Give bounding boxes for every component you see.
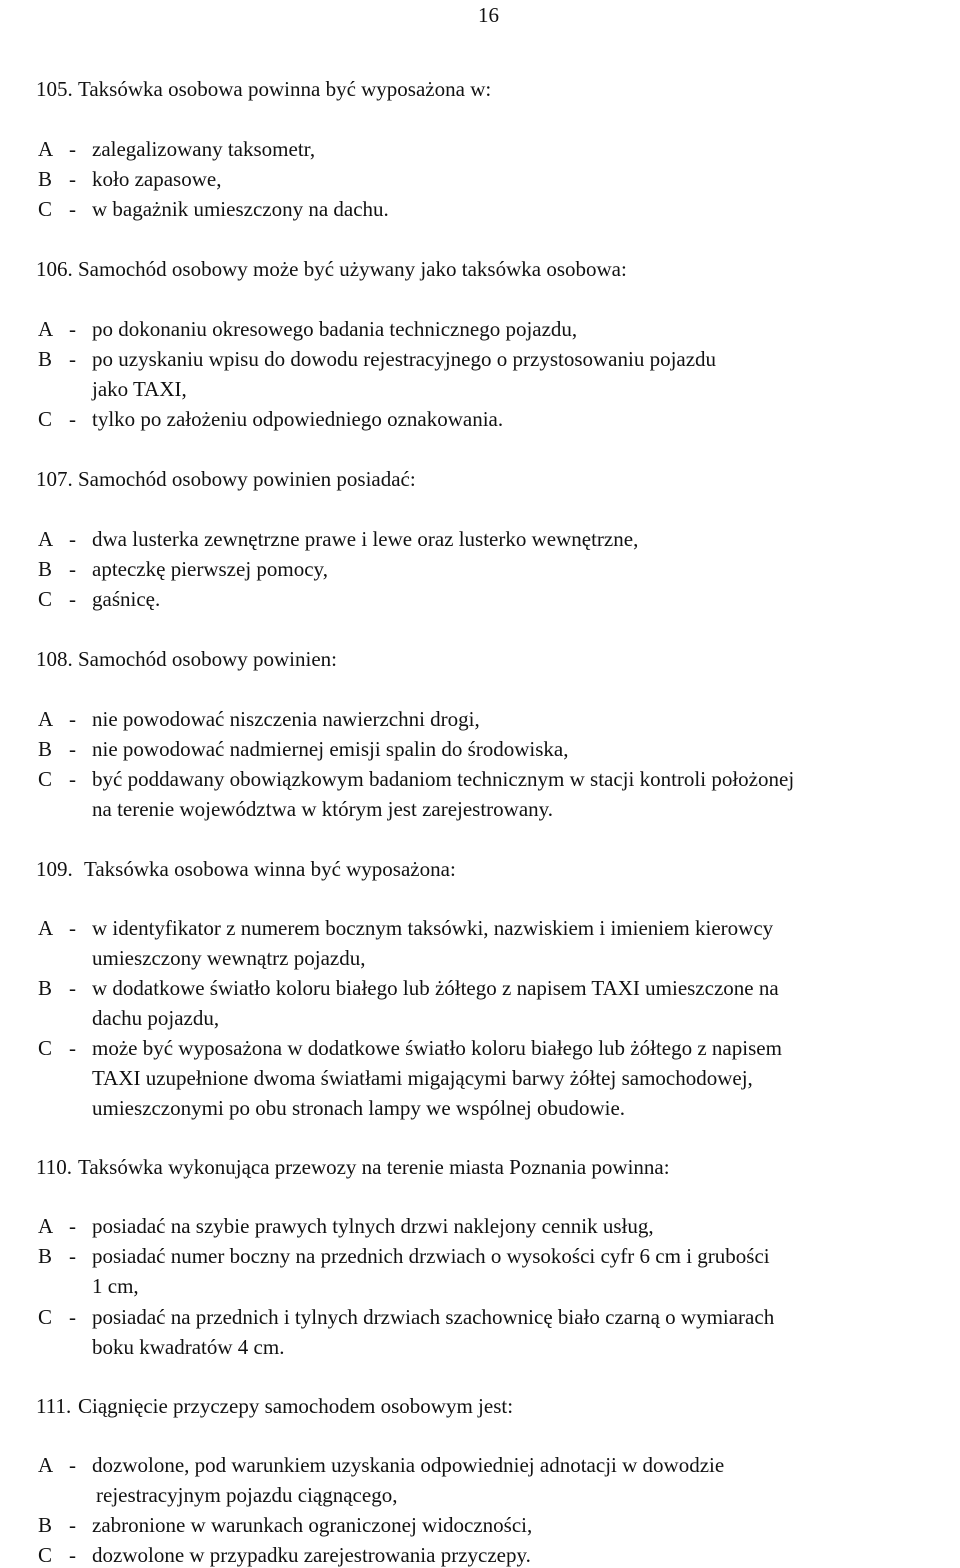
answer-letter: B (38, 1244, 53, 1268)
answer-text: dwa lusterka zewnętrzne prawe i lewe oraz lusterko wewnętrzne, (92, 527, 639, 551)
answer-dash: - (69, 767, 76, 791)
answer-dash: - (69, 197, 76, 221)
answer-letter: A (38, 916, 54, 940)
question-number: 109. (36, 857, 73, 881)
question-number: 107. (36, 467, 73, 491)
answer-text: po dokonaniu okresowego badania technicznego pojazdu, (92, 317, 578, 341)
answer-letter: C (38, 1543, 53, 1567)
question-number: 106. (36, 257, 73, 281)
question-text: Taksówka wykonująca przewozy na terenie miasta Poznania powinna: (78, 1155, 670, 1179)
question-number: 110. (36, 1155, 72, 1179)
answer-text: może być wyposażona w dodatkowe światło koloru białego lub żółtego z napisem (92, 1036, 782, 1060)
answer-text: zabronione w warunkach ograniczonej widoczności, (92, 1513, 533, 1537)
answer-text: koło zapasowe, (92, 167, 222, 191)
answer-letter: A (38, 707, 54, 731)
answer-letter: C (38, 407, 53, 431)
question-text: Taksówka osobowa winna być wyposażona: (84, 857, 456, 881)
answer-text: boku kwadratów 4 cm. (92, 1335, 285, 1359)
answer-dash: - (69, 1513, 76, 1537)
answer-text: gaśnicę. (92, 587, 161, 611)
answer-dash: - (69, 1453, 76, 1477)
answer-text: dozwolone w przypadku zarejestrowania przyczepy. (92, 1543, 531, 1567)
answer-text: dachu pojazdu, (92, 1006, 220, 1030)
answer-letter: A (38, 137, 54, 161)
answer-letter: C (38, 1036, 53, 1060)
answer-dash: - (69, 587, 76, 611)
answer-dash: - (69, 1305, 76, 1329)
answer-dash: - (69, 976, 76, 1000)
answer-letter: B (38, 167, 53, 191)
answer-text: posiadać na szybie prawych tylnych drzwi naklejony cennik usług, (92, 1214, 654, 1238)
answer-dash: - (69, 1214, 76, 1238)
answer-letter: A (38, 1453, 54, 1477)
answer-text: na terenie województwa w którym jest zarejestrowany. (92, 797, 554, 821)
answer-dash: - (69, 916, 76, 940)
answer-letter: B (38, 976, 53, 1000)
answer-letter: A (38, 317, 54, 341)
answer-text: TAXI uzupełnione dwoma światłami migającymi barwy żółtej samochodowej, (92, 1066, 753, 1090)
answer-text: umieszczony wewnątrz pojazdu, (92, 946, 366, 970)
answer-letter: B (38, 737, 53, 761)
question-106-heading (36, 256, 627, 282)
question-108-heading (36, 646, 337, 672)
answer-dash: - (69, 137, 76, 161)
question-number: 105. (36, 77, 73, 101)
answer-text: jako TAXI, (92, 377, 187, 401)
answer-dash: - (69, 1244, 76, 1268)
question-110-heading (36, 1154, 670, 1180)
answer-dash: - (69, 557, 76, 581)
answer-text: umieszczonymi po obu stronach lampy we wspólnej obudowie. (92, 1096, 626, 1120)
question-text: Samochód osobowy powinien: (78, 647, 337, 671)
answer-dash: - (69, 707, 76, 731)
question-107-heading (36, 466, 416, 492)
answer-letter: B (38, 1513, 53, 1537)
answer-text: w dodatkowe światło koloru białego lub żółtego z napisem TAXI umieszczone na (92, 976, 779, 1000)
answer-dash: - (69, 737, 76, 761)
question-105-heading (36, 76, 492, 102)
answer-text: rejestracyjnym pojazdu ciągnącego, (96, 1483, 398, 1507)
answer-letter: C (38, 587, 53, 611)
question-text: Taksówka osobowa powinna być wyposażona w: (78, 77, 492, 101)
answer-text: nie powodować niszczenia nawierzchni drogi, (92, 707, 480, 731)
answer-dash: - (69, 527, 76, 551)
answer-letter: C (38, 197, 53, 221)
answer-letter: A (38, 527, 54, 551)
answer-dash: - (69, 347, 76, 371)
answer-letter: C (38, 767, 53, 791)
answer-letter: C (38, 1305, 53, 1329)
page-number: 16 (478, 3, 499, 27)
answer-text: nie powodować nadmiernej emisji spalin do środowiska, (92, 737, 569, 761)
question-text: Ciągnięcie przyczepy samochodem osobowym jest: (78, 1394, 514, 1418)
question-text: Samochód osobowy może być używany jako taksówka osobowa: (78, 257, 627, 281)
question-109-heading (36, 856, 456, 882)
question-number: 108. (36, 647, 73, 671)
answer-dash: - (69, 1543, 76, 1567)
question-number: 111. (36, 1394, 72, 1418)
answer-text: być poddawany obowiązkowym badaniom technicznym w stacji kontroli położonej (92, 767, 795, 791)
answer-text: posiadać numer boczny na przednich drzwiach o wysokości cyfr 6 cm i grubości (92, 1244, 770, 1268)
answer-text: zalegalizowany taksometr, (92, 137, 316, 161)
answer-text: w identyfikator z numerem bocznym taksówki, nazwiskiem i imieniem kierowcy (92, 916, 774, 940)
answer-text: apteczkę pierwszej pomocy, (92, 557, 328, 581)
answer-text: po uzyskaniu wpisu do dowodu rejestracyjnego o przystosowaniu pojazdu (92, 347, 717, 371)
answer-text: dozwolone, pod warunkiem uzyskania odpowiedniej adnotacji w dowodzie (92, 1453, 725, 1477)
answer-letter: B (38, 557, 53, 581)
answer-dash: - (69, 167, 76, 191)
answer-dash: - (69, 1036, 76, 1060)
answer-text: posiadać na przednich i tylnych drzwiach szachownicę biało czarną o wymiarach (92, 1305, 775, 1329)
answer-text: 1 cm, (92, 1274, 139, 1298)
answer-text: tylko po założeniu odpowiedniego oznakowania. (92, 407, 504, 431)
answer-dash: - (69, 407, 76, 431)
question-111-heading (36, 1393, 514, 1419)
answer-letter: B (38, 347, 53, 371)
answer-letter: A (38, 1214, 54, 1238)
answer-text: w bagażnik umieszczony na dachu. (92, 197, 389, 221)
question-text: Samochód osobowy powinien posiadać: (78, 467, 416, 491)
answer-dash: - (69, 317, 76, 341)
